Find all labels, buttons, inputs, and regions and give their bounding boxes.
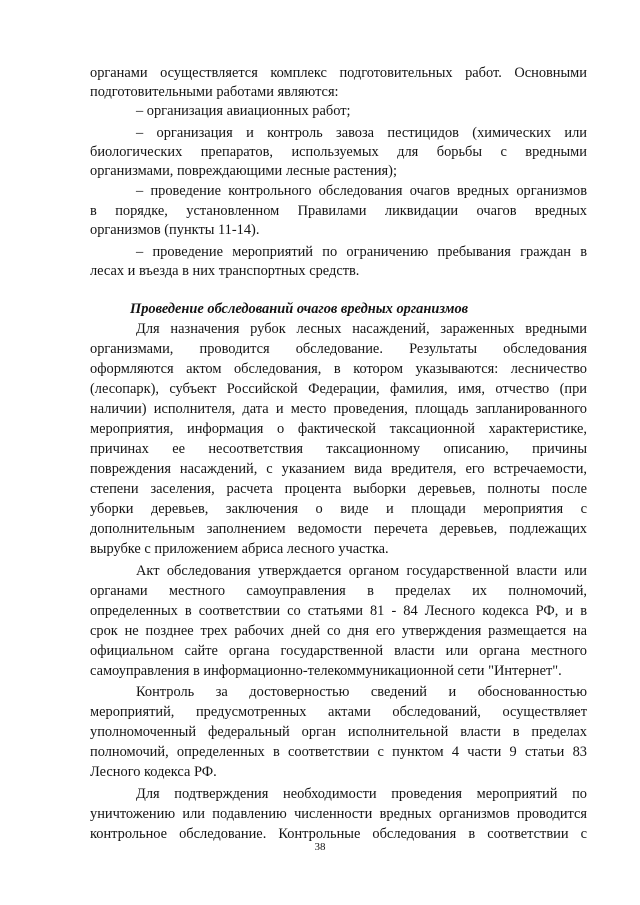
list-item-line: биологических препаратов, используемых для борьбы с вредными [90,144,587,160]
list-item: – проведение мероприятий по ограничению пребывания граждан в [136,244,587,260]
paragraph-line: уполномоченный федеральный орган исполнительной власти в пределах [90,724,587,740]
paragraph-line: Для подтверждения необходимости проведения мероприятий по [136,786,587,802]
paragraph-line: повреждения насаждений, с указанием вида вредителя, его встречаемости, [90,461,587,477]
list-item-line: в порядке, установленном Правилами ликвидации очагов вредных [90,203,587,219]
paragraph-line: уборки деревьев, заключения о виде и площади мероприятия с [90,501,587,517]
paragraph-line: срок не позднее трех рабочих дней со дня его утверждения размещается на [90,623,587,639]
list-item: – организация авиационных работ; [136,103,351,119]
section-heading: Проведение обследований очагов вредных организмов [130,301,469,317]
paragraph-line: полномочий, определенных в соответствии с пунктом 4 части 9 статьи 83 [90,744,587,760]
paragraph-line: мероприятия, информация о фактической таксационной характеристике, [90,421,587,437]
list-item-line: организмов (пункты 11-14). [90,222,260,238]
paragraph-line: Для назначения рубок лесных насаждений, зараженных вредными [136,321,587,337]
paragraph-line: вырубке с приложением абриса лесного участка. [90,541,389,557]
paragraph-line: Лесного кодекса РФ. [90,764,217,780]
paragraph-line: официальном сайте органа государственной власти или органа местного [90,643,587,659]
paragraph-line: степени заселения, расчета процента выборки деревьев, полноты после [90,481,587,497]
list-item: – организация и контроль завоза пестицидов (химических или [136,125,587,141]
paragraph-line: органами местного самоуправления в пределах их полномочий, [90,583,587,599]
page-number: 38 [314,841,326,853]
list-item-line: лесах и въезда в них транспортных средств. [90,263,360,279]
list-item: – проведение контрольного обследования очагов вредных организмов [136,183,587,199]
paragraph-line: мероприятий, предусмотренных актами обследований, осуществляет [90,704,587,720]
paragraph-line: самоуправления в информационно-телекоммуникационной сети "Интернет". [90,663,562,679]
paragraph-line: дополнительным заполнением ведомости перечета деревьев, подлежащих [90,521,587,537]
paragraph-line: оформляются актом обследования, в котором указываются: лесничество [90,361,587,377]
intro-line: органами осуществляется комплекс подготовительных работ. Основными [90,65,587,81]
paragraph-line: организмами, проводится обследование. Результаты обследования [90,341,587,357]
paragraph-line: уничтожению или подавлению численности вредных организмов проводится [90,806,587,822]
paragraph-line: контрольное обследование. Контрольные обследования в соответствии с [90,826,587,842]
paragraph-line: наличии) исполнителя, дата и место проведения, площадь запланированного [90,401,587,417]
paragraph-line: причинах ее несоответствия таксационному описанию, причины [90,441,587,457]
paragraph-line: определенных в соответствии со статьями 81 - 84 Лесного кодекса РФ, и в [90,603,587,619]
intro-line: подготовительными работами являются: [90,84,339,100]
paragraph-line: (лесопарк), субъект Российской Федерации, фамилия, имя, отчество (при [90,381,587,397]
list-item-line: организмами, повреждающими лесные растения); [90,163,397,179]
paragraph-line: Контроль за достоверностью сведений и обоснованностью [136,684,587,700]
paragraph-line: Акт обследования утверждается органом государственной власти или [136,563,587,579]
